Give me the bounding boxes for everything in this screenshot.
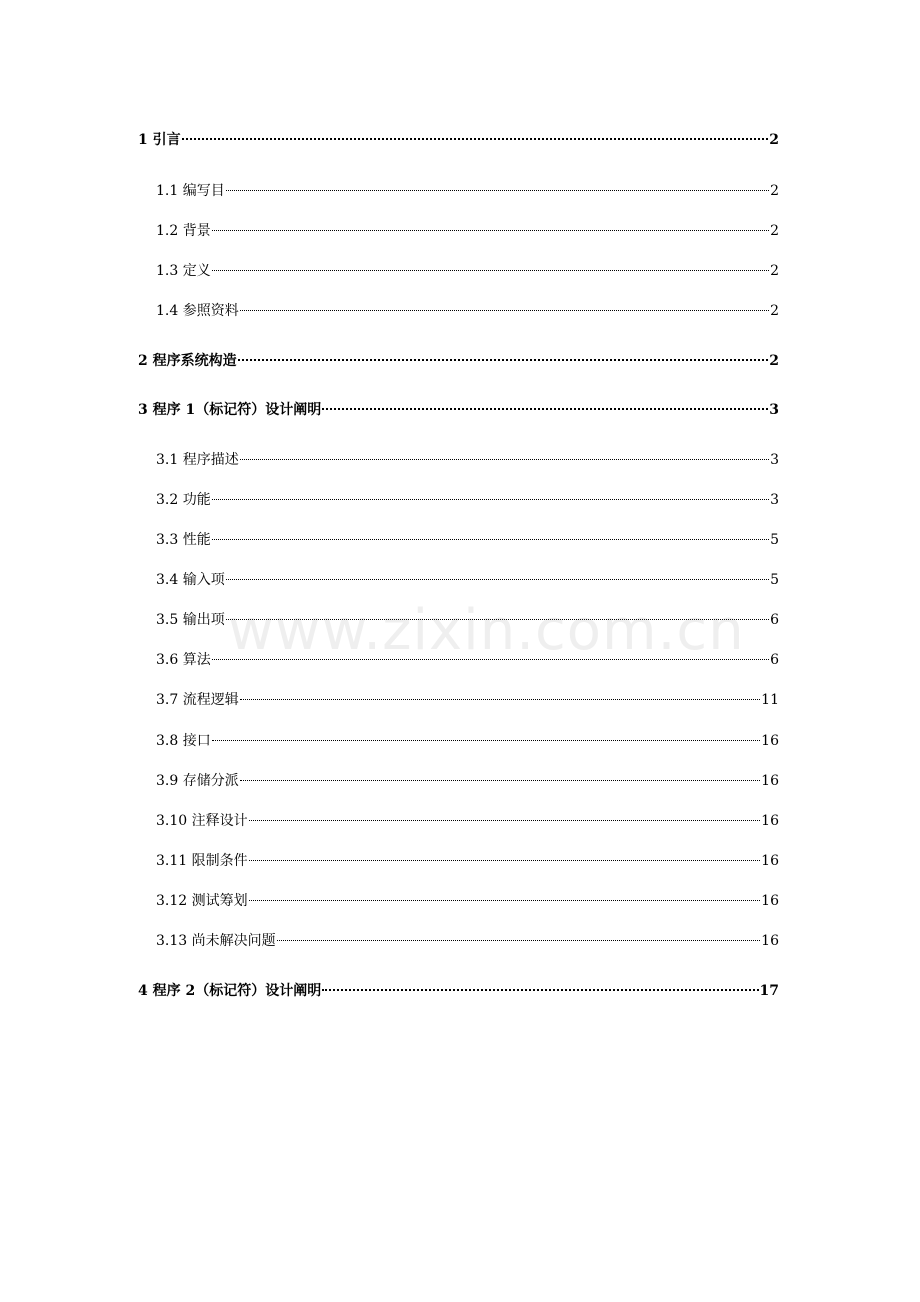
toc-entry-label: 3.12 测试筹划: [156, 893, 248, 909]
dot-leader: [240, 310, 769, 311]
toc-page-number: 2: [769, 353, 779, 369]
toc-page-number: 2: [770, 223, 779, 239]
toc-entry-label: 3.7 流程逻辑: [156, 692, 239, 708]
dot-leader: [226, 619, 769, 620]
toc-page-number: 2: [770, 303, 779, 319]
toc-page-number: 2: [770, 263, 779, 279]
dot-leader: [322, 408, 768, 410]
dot-leader: [226, 579, 769, 580]
dot-leader: [212, 659, 769, 660]
toc-entry-3-2[interactable]: [156, 489, 779, 511]
dot-leader: [277, 940, 761, 941]
toc-entry-label: 1.3 定义: [156, 263, 211, 279]
toc-entry-1[interactable]: [138, 129, 779, 151]
toc-page-number: 16: [761, 933, 779, 949]
toc-page-number: 17: [759, 983, 779, 999]
toc-entry-label: 1.2 背景: [156, 223, 211, 239]
toc-entry-label: 3.9 存储分派: [156, 773, 239, 789]
toc-entry-3-10[interactable]: [156, 810, 779, 832]
toc-page-number: 16: [761, 733, 779, 749]
toc-page-number: 3: [769, 402, 779, 418]
dot-leader: [322, 989, 758, 991]
toc-entry-3-11[interactable]: [156, 850, 779, 872]
dot-leader: [212, 539, 769, 540]
toc-entry-label: 3.8 接口: [156, 733, 211, 749]
dot-leader: [240, 699, 760, 700]
dot-leader: [238, 359, 769, 361]
watermark: www.zixin.com.cn: [228, 598, 745, 663]
toc-entry-label: 3 程序 1（标记符）设计阐明: [138, 402, 322, 418]
toc-page-number: 16: [761, 813, 779, 829]
toc-page-number: 5: [770, 532, 779, 548]
dot-leader: [212, 499, 769, 500]
toc-page-number: 2: [769, 132, 779, 148]
toc-entry-label: 3.1 程序描述: [156, 452, 239, 468]
toc-entry-3[interactable]: [138, 399, 779, 421]
toc-entry-2[interactable]: [138, 350, 779, 372]
toc-entry-3-9[interactable]: [156, 770, 779, 792]
toc-entry-3-6[interactable]: [156, 649, 779, 671]
toc-entry-3-12[interactable]: [156, 890, 779, 912]
toc-entry-label: 1.4 参照资料: [156, 303, 239, 319]
dot-leader: [212, 230, 769, 231]
toc-entry-label: 2 程序系统构造: [138, 353, 237, 369]
dot-leader: [240, 459, 769, 460]
toc-entry-3-7[interactable]: [156, 689, 779, 711]
toc-entry-3-4[interactable]: [156, 569, 779, 591]
toc-entry-label: 3.6 算法: [156, 652, 211, 668]
toc-entry-1-1[interactable]: [156, 180, 779, 202]
toc-entry-3-13[interactable]: [156, 930, 779, 952]
toc-entry-label: 3.11 限制条件: [156, 853, 248, 869]
dot-leader: [212, 270, 769, 271]
toc-entry-label: 1 引言: [138, 132, 181, 148]
dot-leader: [249, 900, 761, 901]
toc-page-number: 3: [770, 492, 779, 508]
dot-leader: [249, 820, 761, 821]
toc-entry-3-8[interactable]: [156, 730, 779, 752]
toc-page-number: 6: [770, 652, 779, 668]
dot-leader: [212, 740, 760, 741]
toc-page-number: 11: [761, 692, 779, 708]
toc-page-number: 5: [770, 572, 779, 588]
toc-page-number: 16: [761, 893, 779, 909]
toc-entry-label: 3.5 输出项: [156, 612, 225, 628]
toc-page-number: 3: [770, 452, 779, 468]
toc-page-number: 16: [761, 773, 779, 789]
toc-entry-3-1[interactable]: [156, 449, 779, 471]
toc-entry-1-3[interactable]: [156, 260, 779, 282]
toc-entry-label: 4 程序 2（标记符）设计阐明: [138, 983, 322, 999]
dot-leader: [226, 190, 769, 191]
toc-entry-label: 3.2 功能: [156, 492, 211, 508]
toc-entry-1-2[interactable]: [156, 220, 779, 242]
toc-entry-3-5[interactable]: [156, 609, 779, 631]
toc-page-number: 6: [770, 612, 779, 628]
toc-entry-label: 3.13 尚未解决问题: [156, 933, 276, 949]
toc-entry-1-4[interactable]: [156, 300, 779, 322]
toc-entry-label: 1.1 编写目: [156, 183, 225, 199]
dot-leader: [249, 860, 761, 861]
dot-leader: [240, 780, 760, 781]
toc-entry-label: 3.10 注释设计: [156, 813, 248, 829]
toc-entry-3-3[interactable]: [156, 529, 779, 551]
toc-entry-label: 3.4 输入项: [156, 572, 225, 588]
toc-entry-label: 3.3 性能: [156, 532, 211, 548]
toc-page-number: 2: [770, 183, 779, 199]
toc-entry-4[interactable]: [138, 980, 779, 1002]
dot-leader: [182, 138, 769, 140]
toc-page-number: 16: [761, 853, 779, 869]
